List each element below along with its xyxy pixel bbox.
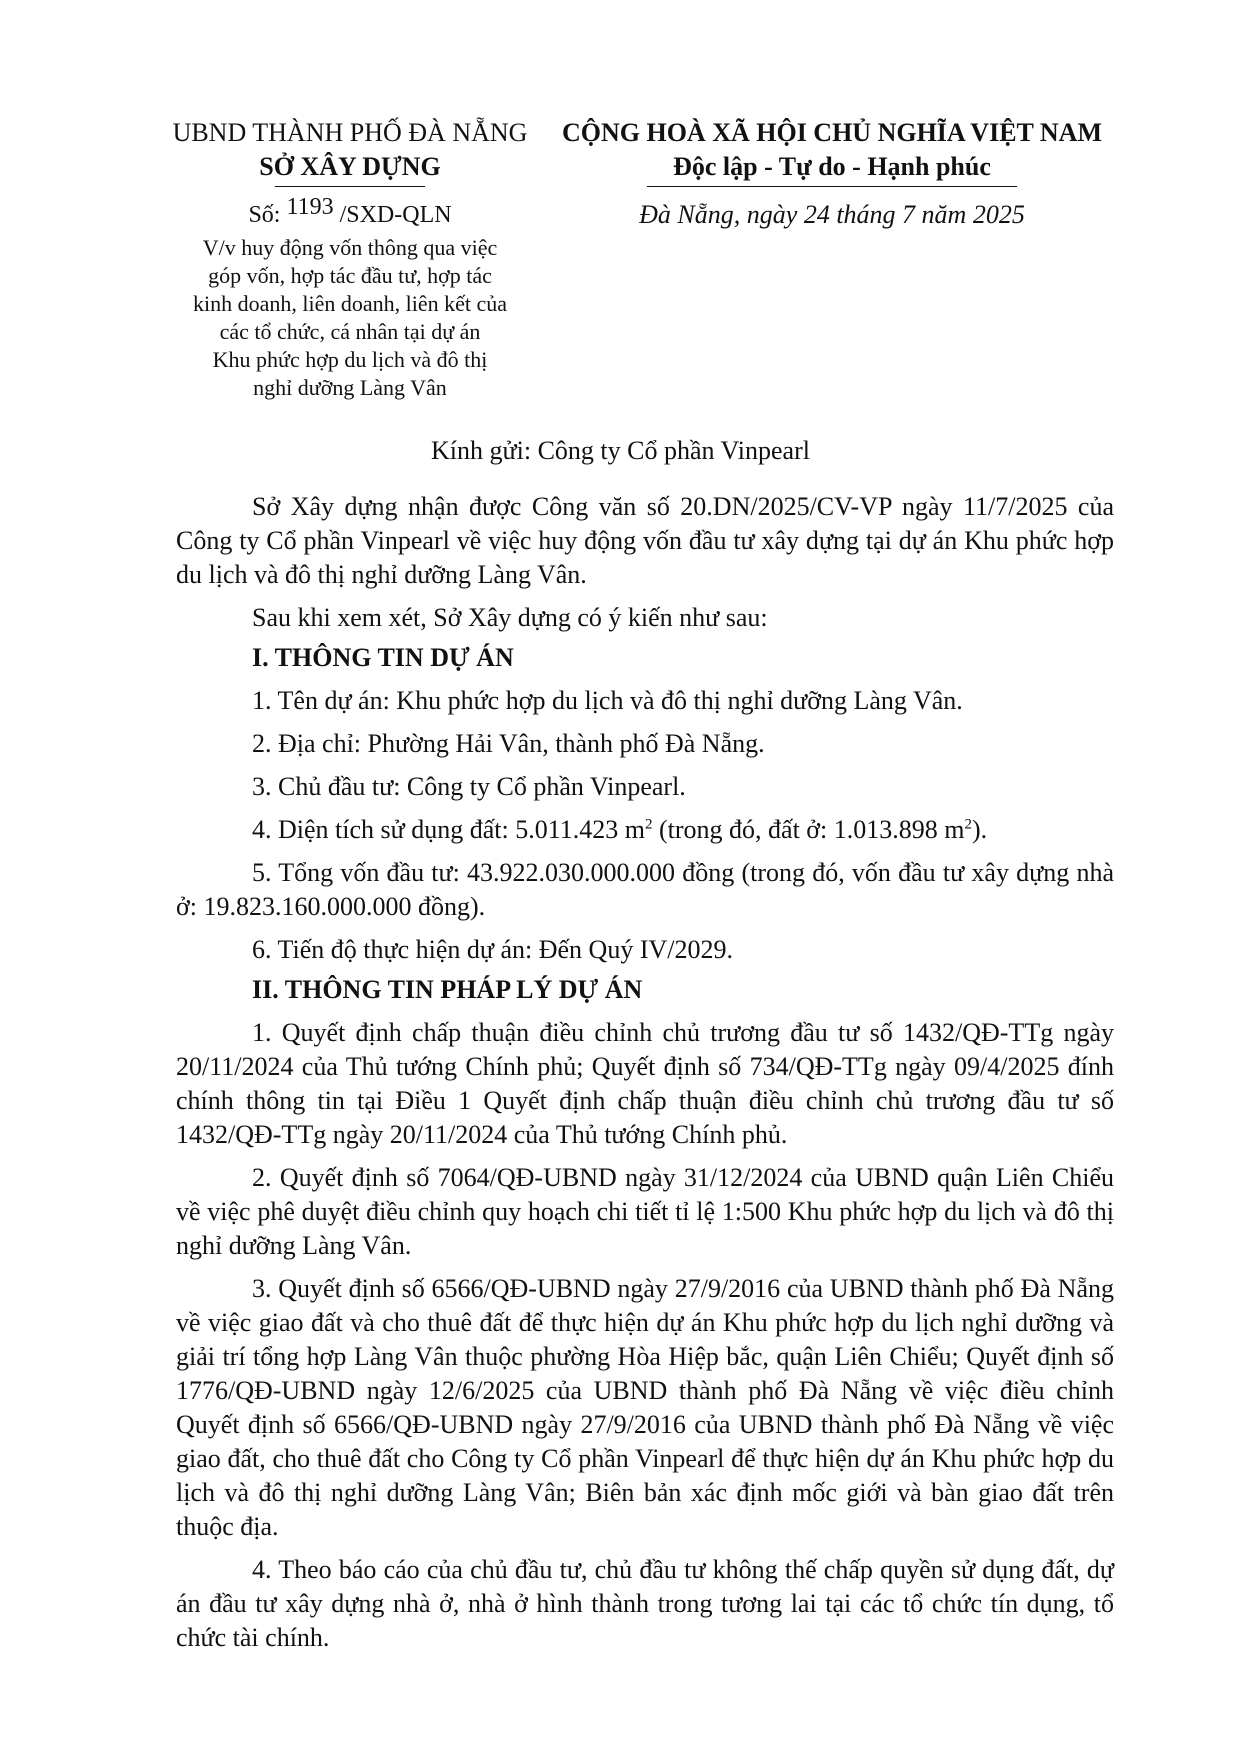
project-address-item: 2. Địa chỉ: Phường Hải Vân, thành phố Đà Nẵng. bbox=[252, 729, 765, 758]
project-name-item: 1. Tên dự án: Khu phức hợp du lịch và đô thị nghỉ dưỡng Làng Vân. bbox=[252, 686, 963, 715]
document-subject bbox=[160, 234, 540, 402]
intro-paragraph: Sau khi xem xét, Sở Xây dựng có ý kiến như sau: bbox=[252, 603, 768, 632]
legal-item: 2. Quyết định số 7064/QĐ-UBND ngày 31/12/2024 của UBND quận Liên Chiểu về việc phê duyệt điều chỉnh quy hoạch chi tiết tỉ lệ 1:500 Khu phức hợp du lịch và đô thị nghỉ dưỡng Làng Vân. bbox=[176, 1163, 1114, 1260]
intro-paragraph: Sở Xây dựng nhận được Công văn số 20.DN/2025/CV-VP ngày 11/7/2025 của Công ty Cổ phần Vinpearl về việc huy động vốn đầu tư xây dựng tại dự án Khu phức hợp du lịch và đô thị nghỉ dưỡng Làng Vân. bbox=[176, 492, 1114, 589]
project-land-area-item bbox=[176, 813, 1114, 847]
issuing-authority bbox=[160, 116, 540, 187]
subject-line: V/v huy động vốn thông qua việc bbox=[202, 235, 498, 260]
document-number-suffix: /SXD-QLN bbox=[339, 202, 452, 228]
unit-superscript: 2 bbox=[964, 816, 972, 833]
legal-item: 3. Quyết định số 6566/QĐ-UBND ngày 27/9/2016 của UBND thành phố Đà Nẵng về việc giao đất và cho thuê đất để thực hiện dự án Khu phức hợp du lịch nghỉ dưỡng và giải trí tổng hợp Làng Vân thuộc phường Hòa Hiệp bắc, quận Liên Chiểu; Quyết định số 1776/QĐ-UBND ngày 12/6/2025 của UBND thành phố Đà Nẵng về việc điều chỉnh Quyết định số 6566/QĐ-UBND ngày 27/9/2016 của UBND thành phố Đà Nẵng về việc giao đất, cho thuê đất cho Công ty Cổ phần Vinpearl để thực hiện dự án Khu phức hợp du lịch và đô thị nghỉ dưỡng Làng Vân; Biên bản xác định mốc giới và bàn giao đất trên thuộc địa. bbox=[176, 1274, 1114, 1541]
document-number bbox=[160, 194, 540, 232]
subject-line: góp vốn, hợp tác đầu tư, hợp tác bbox=[208, 263, 492, 288]
legal-item: 1. Quyết định chấp thuận điều chỉnh chủ trương đầu tư số 1432/QĐ-TTg ngày 20/11/2024 của Thủ tướng Chính phủ; Quyết định số 734/QĐ-TTg ngày 09/4/2025 đính chính thông tin tại Điều 1 Quyết định chấp thuận điều chỉnh chủ trương đầu tư số 1432/QĐ-TTg ngày 20/11/2024 của Thủ tướng Chính phủ. bbox=[176, 1018, 1114, 1149]
project-schedule-item: 6. Tiến độ thực hiện dự án: Đến Quý IV/2029. bbox=[252, 935, 733, 964]
subject-line: kinh doanh, liên doanh, liên kết của bbox=[192, 291, 508, 316]
motto: Độc lập - Tự do - Hạnh phúc bbox=[673, 152, 991, 181]
document-body bbox=[176, 490, 1114, 1655]
land-area-text: 4. Diện tích sử dụng đất: 5.011.423 m bbox=[252, 815, 645, 844]
legal-item: 4. Theo báo cáo của chủ đầu tư, chủ đầu tư không thế chấp quyền sử dụng đất, dự án đầu tư xây dựng nhà ở, nhà ở hình thành trong tương lai tại các tổ chức tín dụng, tổ chức tài chính. bbox=[176, 1555, 1114, 1652]
project-investor-item: 3. Chủ đầu tư: Công ty Cổ phần Vinpearl. bbox=[252, 772, 686, 801]
unit-superscript: 2 bbox=[644, 816, 653, 833]
department-underline bbox=[275, 186, 425, 187]
subject-line: nghỉ dưỡng Làng Vân bbox=[253, 375, 447, 400]
land-area-text: (trong đó, đất ở: 1.013.898 m bbox=[652, 815, 965, 844]
document-number-prefix: Số: bbox=[248, 202, 281, 228]
agency-name: UBND THÀNH PHỐ ĐÀ NẴNG bbox=[172, 118, 528, 147]
department-name: SỞ XÂY DỰNG bbox=[259, 152, 441, 181]
national-title bbox=[548, 116, 1116, 187]
section-heading-project-info: I. THÔNG TIN DỰ ÁN bbox=[252, 643, 514, 672]
subject-line: Khu phức hợp du lịch và đô thị bbox=[212, 347, 488, 372]
document-number-value: 1193 bbox=[286, 194, 334, 220]
document-date: Đà Nẵng, ngày 24 tháng 7 năm 2025 bbox=[639, 200, 1025, 229]
recipient: Kính gửi: Công ty Cổ phần Vinpearl bbox=[431, 436, 810, 465]
subject-line: các tổ chức, cá nhân tại dự án bbox=[219, 319, 481, 344]
land-area-text: ). bbox=[971, 815, 988, 844]
motto-underline bbox=[647, 186, 1017, 187]
project-investment-item: 5. Tổng vốn đầu tư: 43.922.030.000.000 đồng (trong đó, vốn đầu tư xây dựng nhà ở: 19.823.160.000.000 đồng). bbox=[176, 858, 1114, 921]
section-heading-legal-info: II. THÔNG TIN PHÁP LÝ DỰ ÁN bbox=[252, 975, 643, 1004]
nation-name: CỘNG HOÀ XÃ HỘI CHỦ NGHĨA VIỆT NAM bbox=[561, 118, 1103, 147]
